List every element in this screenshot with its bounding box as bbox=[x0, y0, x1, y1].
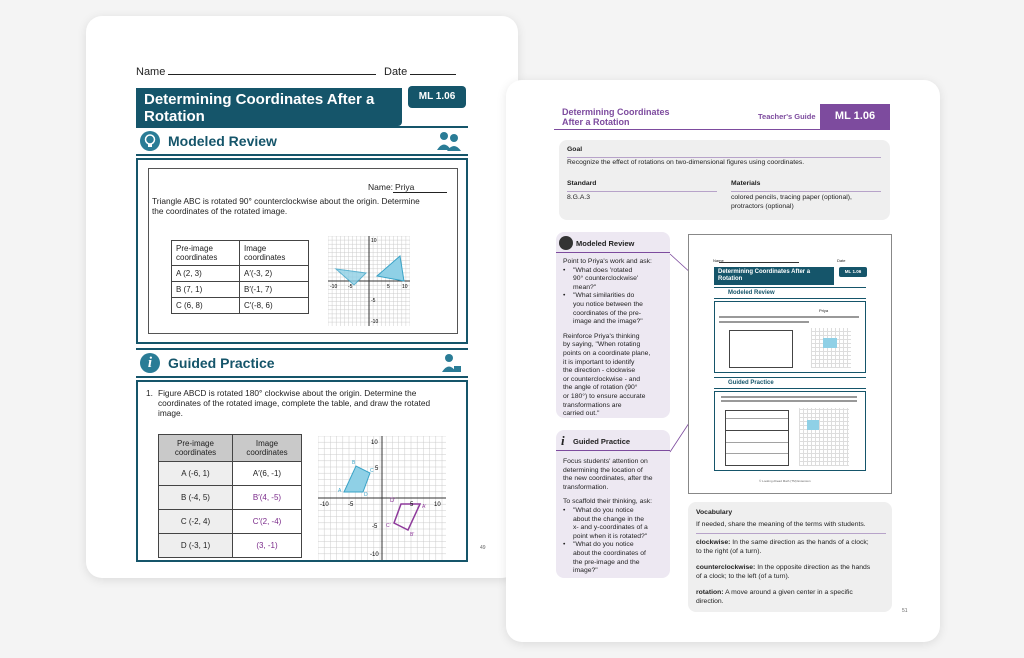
svg-text:10: 10 bbox=[371, 238, 377, 244]
info-icon: i bbox=[561, 433, 565, 448]
tip-heading: Guided Practice bbox=[573, 437, 631, 446]
triangle-abc bbox=[377, 256, 404, 281]
modeled-problem-text: Triangle ABC is rotated 90° counterclockwise about the origin. Determine the coordinates of the rotated image. bbox=[152, 196, 420, 216]
table-row: A (-6, 1) A′(6, -1) bbox=[159, 462, 302, 486]
svg-text:5: 5 bbox=[387, 284, 390, 290]
guided-coordinate-grid bbox=[318, 436, 446, 560]
table-row: D (-3, 1) (3, -1) bbox=[159, 534, 302, 558]
svg-text:D: D bbox=[364, 492, 368, 498]
guided-practice-box bbox=[136, 380, 468, 562]
lightbulb-icon bbox=[140, 131, 160, 151]
vocabulary-intro: If needed, share the meaning of the terms with students. bbox=[696, 521, 886, 534]
svg-text:-5: -5 bbox=[372, 524, 378, 530]
teachers-guide-page bbox=[506, 80, 940, 642]
table-row: B (-4, 5) B′(4, -5) bbox=[159, 486, 302, 510]
svg-text:A′: A′ bbox=[422, 504, 427, 510]
svg-text:B: B bbox=[352, 460, 356, 466]
modeled-review-heading: Modeled Review bbox=[168, 133, 277, 149]
svg-text:A: A bbox=[338, 488, 342, 494]
materials-label: Materials bbox=[731, 180, 881, 192]
tip-body: Point to Priya's work and ask: • "What does 'rotated 90° counterclockwise' mean?" • "What similarities do you notice between the coordinates of the pre- image and the image?" Reinforce Priya's thinking by saying, "When rotating points on a coordinate plane, it is important to identify the direction - clockwise or counterclockwise - and the angle of rotation (90° or 180°) to ensure accurate transformations are carried out." bbox=[563, 258, 667, 419]
standard-text: 8.G.A.3 bbox=[567, 194, 591, 201]
svg-text:-5: -5 bbox=[348, 284, 353, 290]
goal-label: Goal bbox=[567, 146, 881, 158]
svg-text:C: C bbox=[370, 468, 374, 474]
modeled-review-box bbox=[136, 158, 468, 344]
vocabulary-term: clockwise: In the same direction as the hands of a clock; to the right (of a turn). bbox=[696, 539, 869, 555]
svg-text:10: 10 bbox=[402, 284, 408, 290]
standard-label: Standard bbox=[567, 180, 717, 192]
svg-text:-10: -10 bbox=[330, 284, 338, 290]
svg-text:10: 10 bbox=[434, 502, 441, 508]
page-number: 49 bbox=[480, 545, 486, 551]
guided-practice-heading: Guided Practice bbox=[168, 355, 275, 371]
student-worksheet-page bbox=[86, 16, 518, 578]
worksheet-title: Determining Coordinates After a Rotation bbox=[136, 88, 402, 126]
modeled-review-header bbox=[136, 126, 468, 156]
vocabulary-term: rotation: A move around a given center in a specific direction. bbox=[696, 589, 853, 605]
materials-text: colored pencils, tracing paper (optional), protractors (optional) bbox=[731, 194, 852, 210]
date-field: Date bbox=[384, 66, 456, 78]
guided-table: Pre-image coordinates Image coordinates A (-6, 1) A′(6, -1) B (-4, 5) B′(4, -5) C (-2, 4) C′(2, -4) D (-3, 1) (3, -1) bbox=[158, 434, 302, 558]
table-row: A (2, 3) A′(-3, 2) bbox=[172, 266, 309, 282]
table-row: C (6, 8) C′(-8, 6) bbox=[172, 298, 309, 314]
figure-abcd bbox=[344, 466, 370, 492]
student-name: Name: Priya bbox=[368, 182, 447, 193]
table-row: C (-2, 4) C′(2, -4) bbox=[159, 510, 302, 534]
lesson-code: ML 1.06 bbox=[408, 86, 466, 108]
svg-text:10: 10 bbox=[371, 440, 378, 446]
modeled-table: Pre-image coordinates Image coordinates A (2, 3) A′(-3, 2) B (7, 1) B′(-1, 7) C (6, 8) C′(-8, 6) bbox=[171, 240, 309, 314]
svg-text:C′: C′ bbox=[386, 523, 391, 529]
individual-icon bbox=[440, 352, 462, 379]
page-number: 51 bbox=[902, 608, 908, 614]
teachers-guide-label: Teacher's Guide bbox=[758, 112, 816, 121]
guided-problem-text: Figure ABCD is rotated 180° clockwise about the origin. Determine the coordinates of the rotated image, complete the table, and draw the rotated image. bbox=[158, 388, 431, 418]
guided-practice-header bbox=[136, 348, 468, 378]
vocabulary-heading: Vocabulary bbox=[696, 509, 733, 516]
tip-body: Focus students' attention on determining the location of the new coordinates, after the transformation. To scaffold their thinking, ask: • "What do you notice about the change in the x- and y-coordinates of a point when it is rotated?" • "What do you notice about the coordinates of the pre-image and the image?" bbox=[563, 458, 667, 576]
svg-text:-5: -5 bbox=[348, 502, 354, 508]
svg-text:-5: -5 bbox=[371, 298, 376, 304]
pair-icon bbox=[436, 130, 462, 157]
figure-image bbox=[394, 504, 420, 530]
info-icon: i bbox=[140, 353, 160, 373]
name-field: Name bbox=[136, 66, 376, 78]
goal-text: Recognize the effect of rotations on two-dimensional figures using coordinates. bbox=[567, 159, 805, 166]
guide-title: Determining Coordinates After a Rotation bbox=[562, 107, 670, 127]
worksheet-thumbnail: Name Date Determining Coordinates After a Rotation ML 1.06 Modeled Review Priya Guided Practice © Looking Ahead Math (TM) Extension bbox=[688, 234, 892, 494]
tip-heading: Modeled Review bbox=[576, 239, 635, 248]
svg-text:-10: -10 bbox=[370, 552, 379, 558]
svg-text:-10: -10 bbox=[320, 502, 329, 508]
problem-number: 1. bbox=[146, 388, 153, 398]
guide-code: ML 1.06 bbox=[820, 104, 890, 129]
svg-text:B′: B′ bbox=[410, 532, 415, 538]
vocabulary-term: counterclockwise: In the opposite direction as the hands of a clock; to the left (of a turn). bbox=[696, 564, 871, 580]
svg-text:5: 5 bbox=[410, 502, 414, 508]
vocabulary-box bbox=[688, 502, 892, 612]
modeled-coordinate-grid bbox=[328, 236, 410, 326]
svg-text:-10: -10 bbox=[371, 319, 379, 325]
svg-text:D′: D′ bbox=[390, 498, 396, 504]
table-row: B (7, 1) B′(-1, 7) bbox=[172, 282, 309, 298]
svg-text:5: 5 bbox=[375, 466, 379, 472]
